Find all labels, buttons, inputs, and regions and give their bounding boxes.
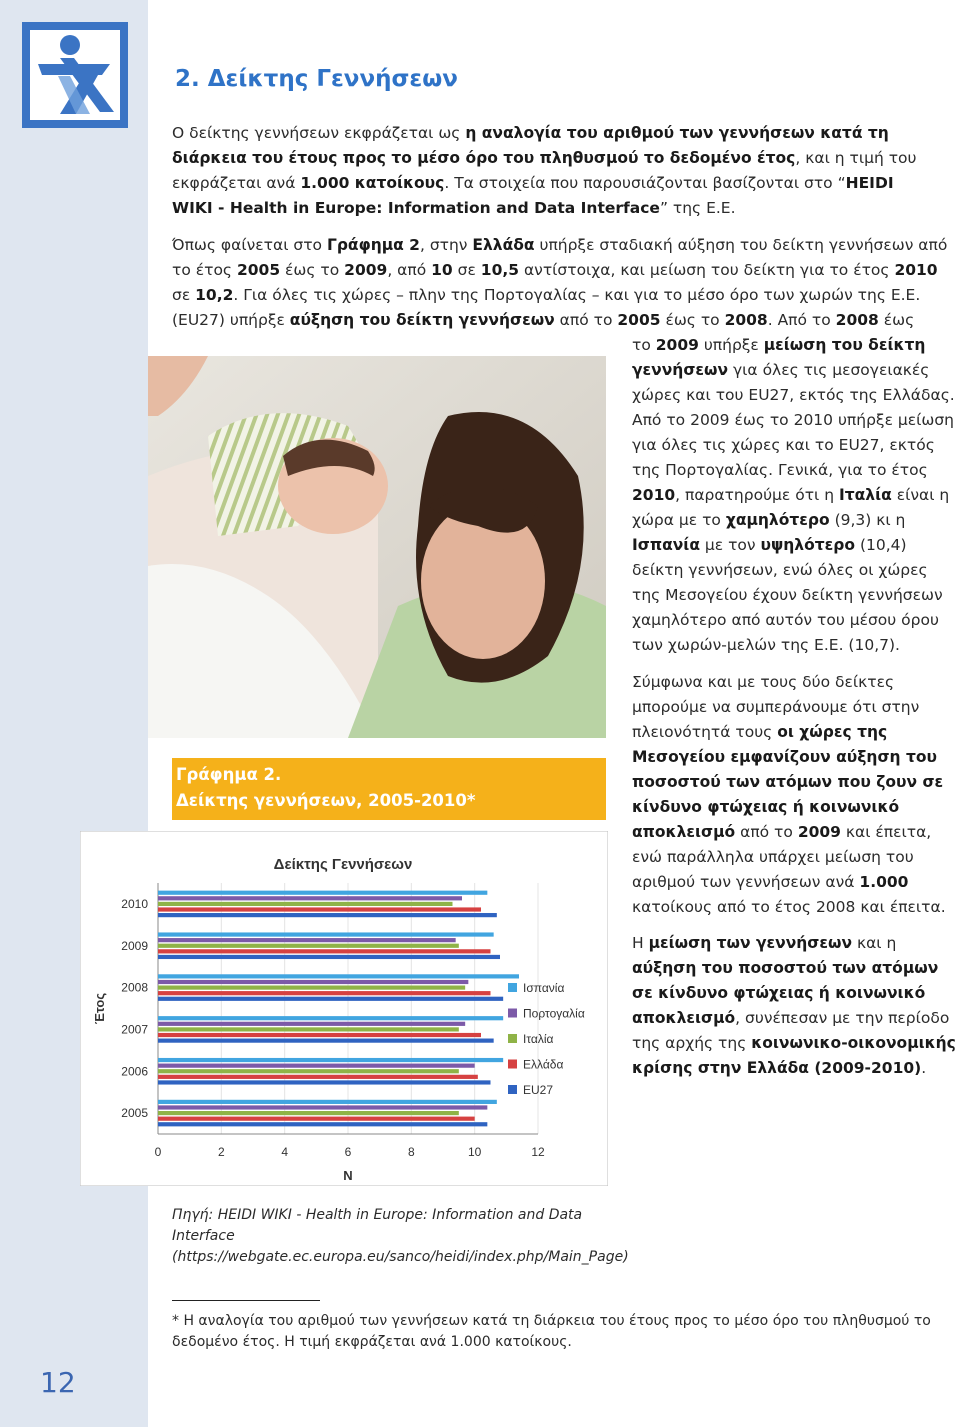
legend-label: Ιταλία <box>523 1032 554 1046</box>
y-tick-label: 2008 <box>121 980 148 995</box>
chart-bar <box>158 980 468 984</box>
chart-caption-title: Δείκτης γεννήσεων, 2005-2010* <box>176 791 476 810</box>
y-tick-label: 2006 <box>121 1064 148 1079</box>
chart-description-paragraph: Όπως φαίνεται στο Γράφημα 2, στην Ελλάδα υπήρξε σταδιακή αύξηση του δείκτη γεννήσεων από το έτος 2005 έως το 2009, από 10 σε 10,5 αντίστοιχα, και μείωση του δείκτη για το έτος 2010 σε 10,2. Για όλες τις χώρες – πλην της Πορτογαλίας – και για το μέσο όρο των χωρών της Ε.Ε. (EU27) υπήρξε αύξηση του δείκτη γεννήσεων από το 2005 έως το 2008. Από το 2008 έως <box>172 236 948 329</box>
chart-bar <box>158 955 500 959</box>
chart-bar <box>158 1016 503 1020</box>
chart-bar <box>158 1117 475 1121</box>
chart-bar <box>158 1022 465 1026</box>
x-tick-label: 12 <box>531 1145 545 1159</box>
chart-bar <box>158 997 503 1001</box>
birth-rate-chart <box>80 831 608 1186</box>
x-axis-label: N <box>343 1168 353 1183</box>
chart-bar <box>158 1100 497 1104</box>
chart-bar <box>158 938 456 942</box>
right-column-paragraph-2: Σύμφωνα και με τους δύο δείκτες μπορούμε να συμπεράνουμε ότι στην πλειονότητά τους οι χώρες της Μεσογείου εμφανίζουν αύξηση του ποσοστού των ατόμων που ζουν σε κίνδυνο φτώχειας ή κοινωνικό αποκλεισμό από το 2009 και έπειτα, ενώ παράλληλα υπάρχει μείωση του αριθμού των γεννήσεων ανά 1.000 κατοίκους από το έτος 2008 και έπειτα. <box>632 673 946 916</box>
x-tick-label: 8 <box>407 1145 415 1159</box>
chart-source: Πηγή: HEIDI WIKI - Health in Europe: Information and Data Interface (https://webgate.ec.europa.eu/sanco/heidi/index.php/Main_Page) <box>172 1207 629 1265</box>
y-tick-label: 2010 <box>121 896 148 911</box>
x-tick-label: 0 <box>154 1145 162 1159</box>
legend-label: EU27 <box>523 1083 554 1097</box>
legend-swatch <box>508 1034 517 1043</box>
y-tick-label: 2009 <box>121 938 148 953</box>
chart-bar <box>158 1033 481 1037</box>
legend-label: Πορτογαλία <box>523 1006 585 1021</box>
page-number: 12 <box>40 1366 76 1399</box>
footnote: * Η αναλογία του αριθμού των γεννήσεων κατά τη διάρκεια του έτους προς το μέσο όρο του πληθυσμού το δεδομένο έτος. Η τιμή εκφράζεται ανά 1.000 κατοίκους. <box>172 1313 931 1350</box>
chart-caption <box>172 758 606 820</box>
legend-label: Ελλάδα <box>523 1057 564 1072</box>
legend-swatch <box>508 983 517 992</box>
chart-bar <box>158 974 519 978</box>
chart-bar <box>158 944 459 948</box>
chart-bar <box>158 1080 491 1084</box>
chart-bar <box>158 891 487 895</box>
chart-bar <box>158 991 491 995</box>
mother-baby-photo <box>148 356 606 738</box>
chart-bar <box>158 1027 459 1031</box>
intro-paragraph: Ο δείκτης γεννήσεων εκφράζεται ως η αναλογία του αριθμού των γεννήσεων κατά τη διάρκεια του έτους προς το μέσο όρο του πληθυσμού το δεδομένο έτος, και η τιμή του εκφράζεται ανά 1.000 κατοίκους. Τα στοιχεία που παρουσιάζονται βασίζονται στο “HEIDI WIKI - Health in Europe: Information and Data Interface” της Ε.Ε. <box>172 124 917 217</box>
chart-bar <box>158 932 494 936</box>
legend-label: Ισπανία <box>523 981 565 995</box>
x-tick-label: 10 <box>467 1145 482 1159</box>
chart-bar <box>158 1111 459 1115</box>
legend-swatch <box>508 1009 517 1018</box>
chart-bar <box>158 1058 503 1062</box>
chart-bar <box>158 913 497 917</box>
birth-rate-chart-svg <box>80 831 608 1186</box>
chart-bar <box>158 1039 494 1043</box>
chart-bar <box>158 896 462 900</box>
sidebar-strip <box>0 0 148 1427</box>
x-tick-label: 2 <box>217 1145 225 1159</box>
chart-bar <box>158 1064 475 1068</box>
chart-bar <box>158 1075 478 1079</box>
y-axis-label: Έτος <box>92 992 107 1025</box>
footnote-divider <box>172 1300 320 1301</box>
chart-bar <box>158 907 481 911</box>
chart-bar <box>158 985 465 989</box>
chart-bar <box>158 1069 459 1073</box>
chart-bar <box>158 1122 487 1126</box>
x-tick-label: 4 <box>281 1145 289 1159</box>
right-column-paragraph-3: Η μείωση των γεννήσεων και η αύξηση του ποσοστού των ατόμων σε κίνδυνο φτώχειας ή κοινωνικό αποκλεισμό, συνέπεσαν με την περίοδο της αρχής της κοινωνικο-οικονομικής κρίσης στην Ελλάδα (2009-2010). <box>632 934 956 1077</box>
chart-title: Δείκτης Γεννήσεων <box>273 856 413 873</box>
chart-bar <box>158 902 453 906</box>
logo <box>22 22 128 128</box>
legend-swatch <box>508 1060 517 1069</box>
person-logo-icon <box>30 30 120 120</box>
x-tick-label: 6 <box>344 1145 352 1159</box>
section-title: 2. Δείκτης Γεννήσεων <box>175 66 458 92</box>
y-tick-label: 2005 <box>121 1106 148 1121</box>
chart-bar <box>158 949 491 953</box>
chart-bar <box>158 1105 487 1109</box>
chart-caption-label: Γράφημα 2. <box>176 765 282 784</box>
legend-swatch <box>508 1085 517 1094</box>
y-tick-label: 2007 <box>121 1022 148 1037</box>
right-column-paragraph-1: το 2009 υπήρξε μείωση του δείκτη γεννήσεων για όλες τις μεσογειακές χώρες και του EU27, εκτός της Ελλάδας. Από το 2009 έως το 2010 υπήρξε μείωση για όλες τις χώρες και το EU27, εκτός της Πορτογαλίας. Γενικά, για το έτος 2010, παρατηρούμε ότι η Ιταλία είναι η χώρα με το χαμηλότερο (9,3) κι η Ισπανία με τον υψηλότερο (10,4) δείκτη γεννήσεων, ενώ όλες οι χώρες της Μεσογείου έχουν δείκτη γεννήσεων χαμηλότερο από αυτόν του μέσου όρου των χωρών-μελών της Ε.Ε. (10,7). <box>632 336 955 654</box>
